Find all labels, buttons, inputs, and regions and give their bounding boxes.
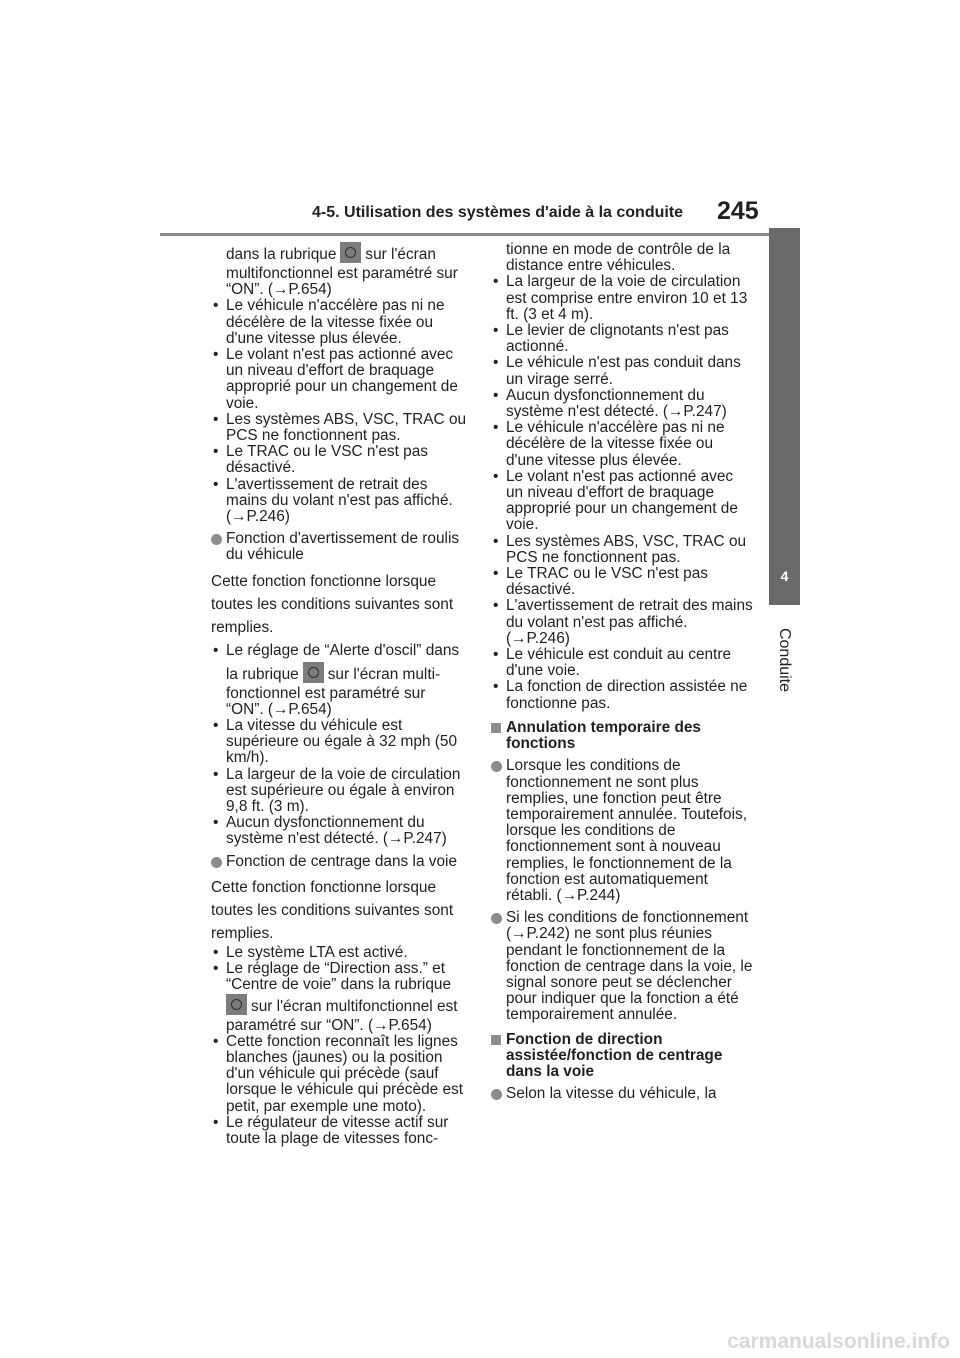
list-item: • Le système LTA est activé. — [211, 945, 467, 961]
paragraph-text: Lorsque les conditions de fonctionnement ne sont plus remplies, une fonction peut être temporairement annulée. Toutefois, lorsque les conditions de fonctionnement sont à nouveau remplies, le fonctionnement de la fonction est automatiquement rétabli. (→P.244) — [506, 757, 747, 904]
heading-lane-centering — [211, 854, 467, 870]
page-number: 245 — [717, 197, 759, 225]
paragraph: Cette fonction fonctionne lorsque toutes les conditions suivantes sont remplies. — [211, 878, 454, 942]
settings-icon — [303, 662, 324, 683]
continued-text: tionne en mode de contrôle de la distance entre véhicules. — [506, 241, 731, 275]
chapter-tab — [769, 228, 800, 605]
intro-text-a: dans la rubrique — [226, 246, 337, 263]
list-item: • Aucun dysfonctionnement du système n'est détecté. (→P.247) — [211, 815, 467, 847]
chapter-label-text: Conduite — [776, 627, 793, 693]
para-si — [491, 910, 753, 1023]
list-item: • La vitesse du véhicule est supérieure ou égale à 32 mph (50 km/h). — [211, 718, 467, 767]
header-rule — [160, 233, 800, 236]
alert-line-b — [211, 662, 467, 686]
alert-line-d: fonctionnel est paramétré sur “ON”. (→P.654) — [226, 684, 426, 718]
list-item: • Le levier de clignotants n'est pas actionné. — [491, 323, 753, 355]
right-column — [491, 242, 753, 1102]
direction-text-b: sur l'écran multifonctionnel est — [251, 997, 458, 1015]
section-heading-text: Fonction de direction assistée/fonction de centrage dans la voie — [506, 1030, 723, 1080]
list-item: • Le volant n'est pas actionné avec un niveau d'effort de braquage approprié pour un changement de voie. — [491, 469, 753, 534]
circle-bullet-icon — [211, 857, 222, 868]
list-item: • La largeur de la voie de circulation est supérieure ou égale à environ 9,8 ft. (3 m). — [211, 767, 467, 816]
square-bullet-icon — [491, 1035, 501, 1045]
list-item: • Le volant n'est pas actionné avec un niveau d'effort de braquage approprié pour un changement de voie. — [211, 347, 467, 412]
list-item: • Les systèmes ABS, VSC, TRAC ou PCS ne fonctionnent pas. — [211, 412, 467, 444]
section-heading-text: Annulation temporaire des fonctions — [506, 718, 701, 753]
square-bullet-icon — [491, 723, 501, 733]
paragraph-text: Si les conditions de fonctionnement (→P.242) ne sont plus réunies pendant le fonctionnement de la fonction de centrage dans la voie, le signal sonore peut se déclencher pour indiquer que la fonction a été temporairement annulée. — [506, 909, 753, 1024]
list-item: • Le véhicule n'accélère pas ni ne décélère de la vitesse fixée ou d'une vitesse plus élevée. — [211, 298, 467, 347]
para-lorsque — [491, 758, 753, 904]
para-selon — [491, 1086, 753, 1102]
heading-roll-warning — [211, 531, 467, 563]
settings-icon — [340, 242, 361, 263]
heading-text: Fonction de centrage dans la voie — [226, 852, 458, 870]
chapter-number: 4 — [780, 568, 789, 584]
section-title: 4-5. Utilisation des systèmes d'aide à la conduite — [312, 204, 684, 221]
section-temporary-cancel — [491, 720, 753, 752]
list-item: • Le véhicule est conduit au centre d'une voie. — [491, 647, 753, 679]
direction-line-b — [211, 994, 467, 1018]
list-item-direction: • Le réglage de “Direction ass.” et “Centre de voie” dans la rubrique — [211, 961, 467, 993]
intro-line-c: multifonctionnel est paramétré sur — [226, 265, 458, 282]
intro-text-b: sur l'écran — [365, 246, 436, 263]
heading-text: Fonction d'avertissement de roulis du véhicule — [226, 530, 460, 564]
list-item: • Le véhicule n'est pas conduit dans un virage serré. — [491, 355, 753, 387]
watermark: carmanualsonline.info — [727, 1330, 950, 1353]
left-column — [211, 242, 467, 1147]
list-item: • Cette fonction reconnaît les lignes blanches (jaunes) ou la position d'un véhicule qui précède (sauf lorsque le véhicule qui précède est petit, par exemple une moto). — [211, 1034, 467, 1115]
list-item: • Le TRAC ou le VSC n'est pas désactivé. — [211, 444, 467, 476]
list-item: • Le TRAC ou le VSC n'est pas désactivé. — [491, 566, 753, 598]
list-item: • La fonction de direction assistée ne fonctionne pas. — [491, 679, 753, 711]
list-item: • L'avertissement de retrait des mains du volant n'est pas affiché. (→P.246) — [211, 477, 467, 526]
intro-paragraph — [211, 242, 467, 266]
paragraph: Cette fonction fonctionne lorsque toutes les conditions suivantes sont remplies. — [211, 572, 454, 636]
direction-line-c: paramétré sur “ON”. (→P.654) — [226, 1016, 432, 1034]
circle-bullet-icon — [211, 534, 222, 545]
alert-text-a: Le réglage de “Alerte d'oscil” dans — [226, 641, 460, 659]
list-item: • Le régulateur de vitesse actif sur toute la plage de vitesses fonc- — [211, 1115, 467, 1147]
circle-bullet-icon — [491, 913, 502, 924]
section-steering-assist — [491, 1032, 753, 1081]
alert-text-c: sur l'écran multi- — [327, 665, 441, 683]
list-item: • Les systèmes ABS, VSC, TRAC ou PCS ne fonctionnent pas. — [491, 534, 753, 566]
circle-bullet-icon — [491, 1089, 502, 1100]
circle-bullet-icon — [491, 761, 502, 772]
paragraph-text: Selon la vitesse du véhicule, la — [506, 1085, 717, 1103]
intro-line-d: “ON”. (→P.654) — [226, 281, 332, 299]
alert-text-b: la rubrique — [226, 665, 299, 683]
chapter-label — [764, 620, 804, 700]
list-item: • Le véhicule n'accélère pas ni ne décélère de la vitesse fixée ou d'une vitesse plus élevée. — [491, 420, 753, 469]
list-item: • L'avertissement de retrait des mains du volant n'est pas affiché. (→P.246) — [491, 598, 753, 647]
list-item: • Aucun dysfonctionnement du système n'est détecté. (→P.247) — [491, 388, 753, 420]
list-item: • La largeur de la voie de circulation est comprise entre environ 10 et 13 ft. (3 et 4 m). — [491, 274, 753, 323]
list-item-alert-setting — [211, 639, 467, 662]
settings-icon — [226, 994, 247, 1015]
